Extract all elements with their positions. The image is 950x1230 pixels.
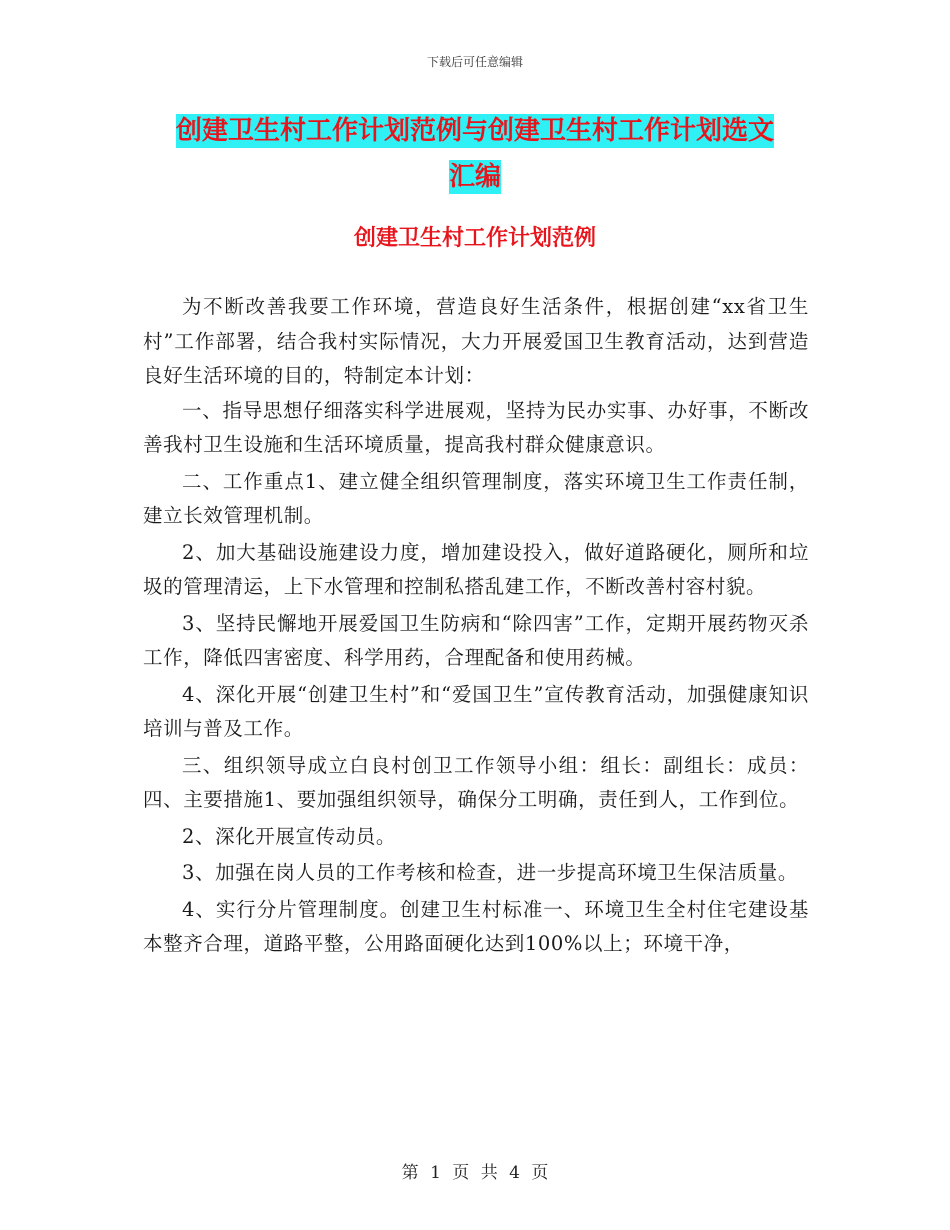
paragraph: 4、深化开展“创建卫生村”和“爱国卫生”宣传教育活动，加强健康知识培训与普及工作。	[143, 682, 809, 740]
document-body	[143, 290, 809, 962]
title-line-1: 创建卫生村工作计划范例与创建卫生村工作计划选文	[175, 116, 774, 146]
document-title	[140, 108, 810, 200]
paragraph: 2、深化开展宣传动员。	[182, 824, 397, 848]
section-subtitle: 创建卫生村工作计划范例	[353, 226, 596, 251]
paragraph: 为不断改善我要工作环境，营造良好生活条件，根据创建“xx省卫生村”工作部署，结合我村实际情况，大力开展爱国卫生教育活动，达到营造良好生活环境的目的，特制定本计划：	[143, 295, 809, 387]
paragraph: 3、坚持民懈地开展爱国卫生防病和“除四害”工作，定期开展药物灭杀工作，降低四害密度、科学用药，合理配备和使用药械。	[143, 611, 809, 669]
paragraph: 三、组织领导成立白良村创卫工作领导小组：组长：副组长：成员：四、主要措施1、要加强组织领导，确保分工明确，责任到人，工作到位。	[143, 753, 809, 811]
paragraph: 4、实行分片管理制度。创建卫生村标准一、环境卫生全村住宅建设基本整齐合理，道路平整，公用路面硬化达到100%以上；环境干净，	[143, 897, 809, 955]
page-footer: 第 1 页 共 4 页	[401, 1163, 549, 1183]
paragraph: 二、工作重点1、建立健全组织管理制度，落实环境卫生工作责任制，建立长效管理机制。	[143, 469, 809, 527]
paragraph: 一、指导思想仔细落实科学进展观，坚持为民办实事、办好事，不断改善我村卫生设施和生活环境质量，提高我村群众健康意识。	[143, 398, 809, 456]
title-line-2: 汇编	[448, 162, 501, 192]
paragraph: 3、加强在岗人员的工作考核和检查，进一步提高环境卫生保洁质量。	[182, 861, 799, 884]
paragraph: 2、加大基础设施建设力度，增加建设投入，做好道路硬化，厕所和垃圾的管理清运，上下水管理和控制私搭乱建工作，不断改善村容村貌。	[143, 540, 809, 598]
header-note: 下载后可任意编辑	[426, 55, 523, 69]
